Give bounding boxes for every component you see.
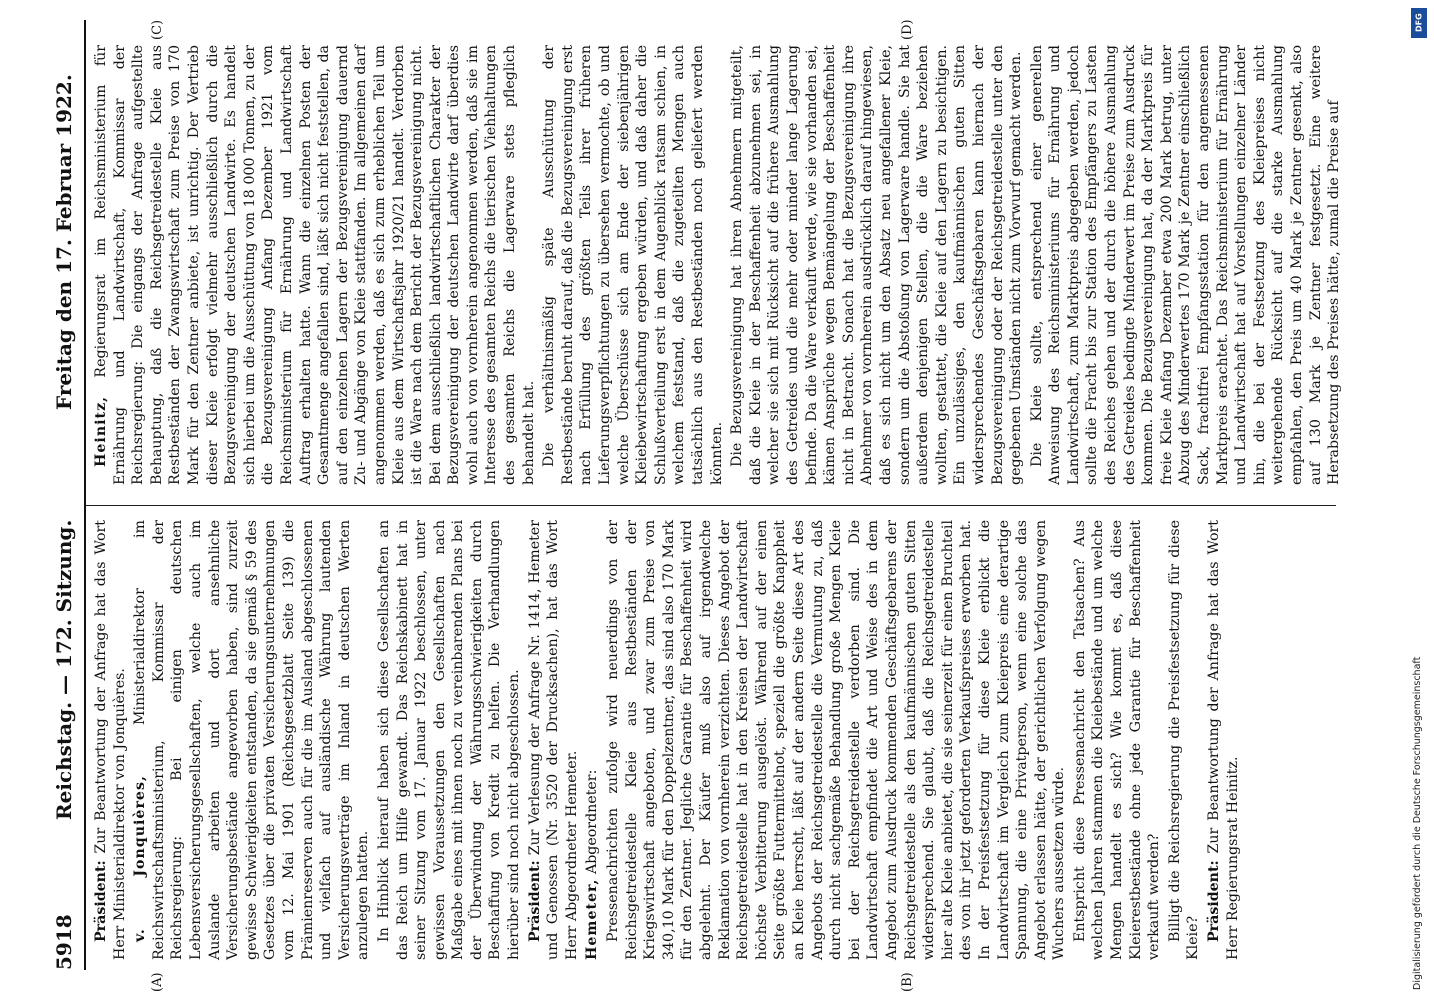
paragraph: Billigt die Reichsregierung die Preisfestsetzung für diese Kleie?	[1166, 520, 1202, 960]
paragraph: Die Bezugsvereinigung hat ihren Abnehmern mitgeteilt, daß die Kleie in der Beschaffenheit abzunehmen sei, in welcher sie sich mit Rücksicht auf die frühere Ausmahlung des Getreides und die mehr oder minder lange Lagerung befinde. Da die Ware verkauft werde, wie sie vorhanden sei, kämen Ansprüche wegen Bemängelung der Beschaffenheit nicht in Betracht. Sonach hat die Bezugsvereinigung ihre Abnehmer von vornherein ausdrücklich darauf hingewiesen, daß es sich nicht um den Absatz neu angefallener Kleie, sondern um die Abstoßung von Lagerware handle. Sie hat außerdem denjenigen Stellen, die die Ware beziehen wollten, gestattet, die Kleie auf den Lagern zu besichtigen. Ein unzulässiges, den kaufmännischen guten Sitten widersprechendes Geschäftsgebaren kann hiernach der Bezugsvereinigung oder der Reichsgetreidestelle unter den gegebenen Umständen nicht zum Vorwurf gemacht werden.	[729, 45, 1025, 485]
paragraph: Entspricht diese Pressenachricht den Tatsachen? Aus welchen Jahren stammen die Kleiebestände und um welche Mengen handelt es sich? Wie kommt es, daß diese Kleierestbestände ohne jede Garantie für Beschaffenheit verkauft werden?	[1071, 520, 1163, 960]
right-column	[92, 45, 1346, 485]
paragraph: Pressenachrichten zufolge wird neuerdings von der Reichsgetreidestelle Kleie aus Restbeständen der Kriegswirtschaft angeboten, und zwar zum Preise von 340,10 Mark für den Doppelzentner, das sind also 170 Mark für den Zentner. Jegliche Garantie für Beschaffenheit wird abgelehnt. Der Käufer muß also auf irgendwelche Reklamation von vornherein verzichten. Dieses Angebot der Reichsgetreidestelle hat in den Kreisen der Landwirtschaft höchste Verbitterung ausgelöst. Während auf der einen Seite größte Futtermittelnot, speziell die größte Knappheit an Kleie herrscht, läßt auf der andern Seite diese Art des Angebots der Reichsgetreidestelle die Vermutung zu, daß durch nicht sachgemäße Behandlung große Mengen Kleie bei der Reichsgetreidestelle verdorben sind. Die Landwirtschaft empfindet die Art und Weise des in dem Angebot zum Ausdruck kommenden Geschäftsgebarens der Reichsgetreidestelle als den kaufmännischen guten Sitten widersprechend. Sie glaubt, daß die Reichsgetreidestelle hier alte Kleie anbietet, die sie seinerzeit für einen Bruchteil des von ihr jetzt geforderten Verkaufspreises erworben hat. In der Preisfestsetzung für diese Kleie erblickt die Landwirtschaft im Vergleich zum Kleiepreis eine derartige Spannung, die eine Privatperson, wenn eine solche das Angebot erlassen hätte, der gerichtlichen Verfolgung wegen Wuchers aussetzen würde.	[605, 520, 1068, 960]
margin-letter-d: (D)	[900, 19, 915, 40]
page-header	[44, 20, 84, 970]
paragraph: Präsident: Zur Verlesung der Anfrage Nr. 1414, Hemeter und Genossen (Nr. 3520 der Drucksachen), hat das Wort Herr Abgeordneter Hemeter.	[526, 520, 580, 960]
paragraph: Präsident: Zur Beantwortung der Anfrage hat das Wort Herr Regierungsrat Heinitz.	[1206, 520, 1241, 960]
paragraph: Heinitz, Regierungsrat im Reichsministerium für Ernährung und Landwirtschaft, Kommissar der Reichsregierung: Die eingangs der Anfrage aufgestellte Behauptung, daß die Reichsgetreidestelle Kleie aus Restbeständen der Zwangswirtschaft zum Preise von 170 Mark für den Zentner anbiete, ist unrichtig. Der Vertrieb dieser Kleie erfolgt vielmehr ausschließlich durch die Bezugsvereinigung der deutschen Landwirte. Es handelt sich hierbei um die Ausschüttung von 18 000 Tonnen, zu der die Bezugsvereinigung Anfang Dezember 1921 vom Reichsministerium für Ernährung und Landwirtschaft Auftrag erhalten hatte. Wann die einzelnen Posten der Gesamtmenge angefallen sind, läßt sich nicht feststellen, da auf den einzelnen Lagern der Bezugsvereinigung dauernd Zu- und Abgänge von Kleie stattfanden. Im allgemeinen darf angenommen werden, daß es sich zum erheblichen Teil um Kleie aus dem Wirtschaftsjahr 1920/21 handelt. Verdorben ist die Ware nach dem Bericht der Bezugsvereinigung nicht. Bei dem ausschließlich landwirtschaftlichen Charakter der Bezugsvereinigung der deutschen Landwirte darf überdies wohl auch von vornherein angenommen werden, daß sie im Interesse des gesamten Reichs die tierischen Viehhaltungen des gesamten Reichs die Lagerware stets pfleglich behandelt hat.	[93, 45, 537, 485]
column-divider	[86, 505, 1336, 506]
margin-letter-b: (B)	[900, 972, 915, 992]
digitization-sidebar	[1412, 0, 1430, 1000]
speaker-label: Präsident:	[93, 860, 109, 942]
left-column	[92, 520, 1244, 960]
paragraph: Die verhältnismäßig späte Ausschüttung der Restbestände beruht darauf, daß die Bezugsvereinigung erst nach Erfüllung des größten Teils ihrer früheren Lieferungsverpflichtungen zu übersehen vermochte, ob und welche Überschüsse sich am Ende der siebenjährigen Kleiebewirtschaftung ergeben würden, und daß daher die Schlußverteilung erst in dem Augenblick ratsam schien, in welchem feststand, daß die zugeteilten Mengen auch tatsächlich aus den Restbeständen noch geliefert werden könnten.	[541, 45, 725, 485]
paragraph: Die Kleie sollte, entsprechend einer generellen Anweisung des Reichsministeriums für Ernährung und Landwirtschaft, zum Marktpreis abgegeben werden, jedoch sollte die Fracht bis zur Station des Empfängers zu Lasten des Reiches gehen und der durch die höhere Ausmahlung des Getreides bedingte Minderwert im Preise zum Ausdruck kommen. Die Bezugsvereinigung hat, da der Marktpreis für freie Kleie Anfang Dezember etwa 200 Mark betrug, unter Abzug des Minderwertes 170 Mark je Zentner einschließlich Sack, frachtfrei Empfangsstation für den angemessenen Marktpreis erachtet. Das Reichsministerium für Ernährung und Landwirtschaft hat auf Vorstellungen einzelner Länder hin, die bei der Festsetzung des Kleiepreises nicht weitergehende Rücksicht auf die starke Ausmahlung empfahlen, den Preis um 40 Mark je Zentner gesenkt, also auf 130 Mark je Zentner festgesetzt. Eine weitere Herabsetzung des Preises hätte, zumal die Preise auf	[1028, 45, 1343, 485]
header-right-title: Freitag den 17. Februar 1922.	[52, 74, 76, 410]
speaker-name: Heinitz,	[93, 395, 109, 467]
paragraph: Hemeter, Abgeordneter:	[584, 769, 601, 960]
paragraph: v. Jonquières, Ministerialdirektor im Reichswirtschaftsministerium, Kommissar der Reichsregierung: Bei einigen deutschen Lebensversicherungsgesellschaften, welche auch im Auslande arbeiten und dort ansehnliche Versicherungsbestände angeworben haben, sind zurzeit gewisse Schwierigkeiten entstanden, da sie gemäß § 59 des Gesetzes über die privaten Versicherungsunternehmungen vom 12. Mai 1901 (Reichsgesetzblatt Seite 139) die Prämienreserven auch für die im Ausland abgeschlossenen und vielfach auf ausländische Währung lautenden Versicherungsverträge im Inland in deutschen Werten anzulegen hatten.	[132, 519, 372, 960]
paragraph: Präsident: Zur Beantwortung der Anfrage hat das Wort Herr Ministerialdirektor von Jonquières.	[93, 520, 128, 960]
speaker-label: Präsident:	[1206, 860, 1223, 942]
header-left-title: Reichstag. — 172. Sitzung.	[52, 519, 76, 820]
margin-letter-c: (C)	[150, 19, 165, 40]
speaker-name: v. Jonquières,	[132, 775, 149, 942]
speaker-name: Hemeter,	[584, 878, 601, 960]
paragraph: In Hinblick hierauf haben sich diese Gesellschaften an das Reich um Hilfe gewandt. Das Reichskabinett hat in seiner Sitzung vom 17. Januar 1922 beschlossen, unter gewissen Voraussetzungen den Gesellschaften nach Maßgabe eines mit ihnen noch zu vereinbarenden Plans bei der Überwindung der Währungsschwierigkeiten durch Beschaffung von Kredit zu helfen. Die Verhandlungen hierüber sind noch nicht abgeschlossen.	[375, 520, 523, 960]
speaker-label: Präsident:	[526, 860, 543, 942]
margin-letter-a: (A)	[150, 972, 165, 992]
header-rule	[84, 20, 86, 970]
digitization-credit: Digitalisierung gefördert durch die Deutsche Forschungsgemeinschaft	[1412, 656, 1423, 990]
dfg-logo: DFG	[1411, 8, 1427, 38]
page-number: 5918	[52, 914, 76, 970]
